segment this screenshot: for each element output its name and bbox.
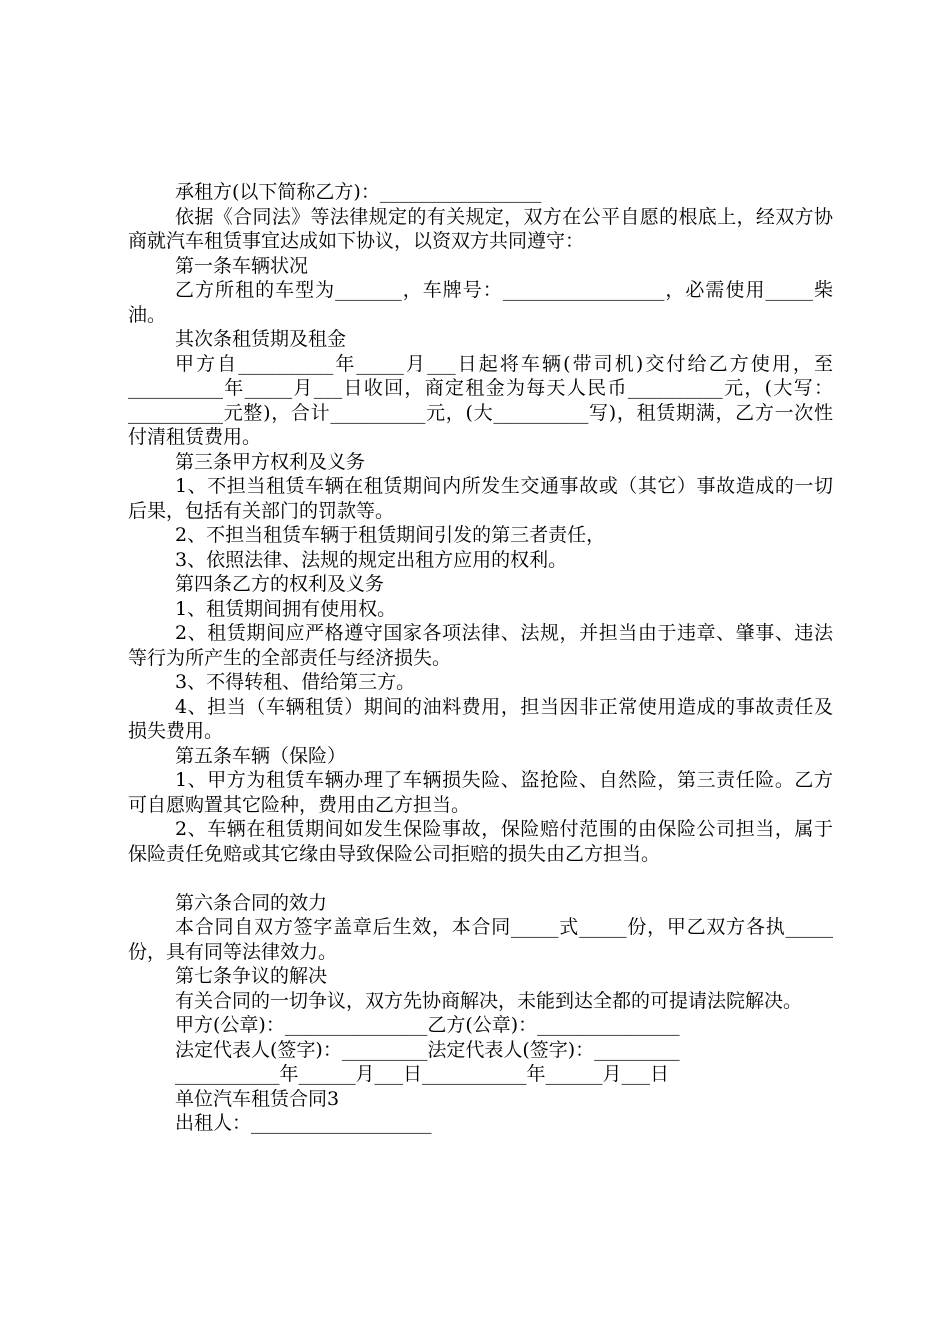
article-3-item-3: 3、依照法律、法规的规定出租方应用的权利。	[175, 548, 568, 571]
article-6-heading: 第六条合同的效力	[175, 891, 328, 914]
next-contract-title: 单位汽车租赁合同3	[175, 1087, 340, 1110]
article-1-heading: 第一条车辆状况	[175, 254, 309, 277]
article-6-text: 本合同自双方签字盖章后生效，本合同_____式_____份，甲乙双方各执_____份，具有同等法律效力。	[128, 916, 833, 963]
article-4-item-4: 4、担当（车辆租赁）期间的油料费用，担当因非正常使用造成的事故责任及损失费用。	[128, 695, 833, 742]
article-4-heading: 第四条乙方的权利及义务	[175, 573, 385, 595]
preamble-paragraph: 依据《合同法》等法律规定的有关规定，双方在公平自愿的根底上，经双方协商就汽车租赁事宜达成如下协议，以资双方共同遵守：	[128, 205, 833, 252]
article-2-heading: 其次条租赁期及租金	[175, 328, 347, 350]
seal-line: 甲方(公章)：_______________乙方(公章)：_______________	[175, 1014, 680, 1036]
article-3-item-1: 1、不担当租赁车辆在租赁期间内所发生交通事故或（其它）事故造成的一切后果，包括有关部门的罚款等。	[128, 475, 833, 522]
article-5-item-1: 1、甲方为租赁车辆办理了车辆损失险、盗抢险、自然险，第三责任险。乙方可自愿购置其它险种，费用由乙方担当。	[128, 769, 833, 816]
lessor-line: 出租人：___________________	[175, 1112, 432, 1134]
contract-body	[128, 180, 833, 1136]
article-4-item-3: 3、不得转租、借给第三方。	[175, 671, 416, 693]
article-7-text: 有关合同的一切争议，双方先协商解决，未能到达全都的可提请法院解决。	[175, 989, 803, 1012]
lessee-line: 承租方(以下简称乙方)：_________________	[175, 181, 542, 203]
blank-line	[128, 866, 833, 891]
date-line: ___________年______月___日___________年______月___日	[175, 1063, 670, 1085]
article-2-text: 甲方自__________年_____月___日起将车辆(带司机)交付给乙方使用，至__________年_____月___日收回，商定租金为每天人民币__________元，(大写：__________元整)，合计__________元，(大__________写)，租赁期满，乙方一次性付清租赁费用。	[128, 352, 833, 448]
article-4-item-1: 1、租赁期间拥有使用权。	[175, 597, 397, 620]
signature-line: 法定代表人(签字)：_________法定代表人(签字)：_________	[175, 1038, 680, 1061]
article-5-heading: 第五条车辆（保险）	[175, 744, 347, 767]
article-7-heading: 第七条争议的解决	[175, 965, 328, 987]
article-3-item-2: 2、不担当租赁车辆于租赁期间引发的第三者责任，	[175, 524, 606, 546]
article-3-heading: 第三条甲方权利及义务	[175, 450, 366, 473]
article-1-text: 乙方所租的车型为_______，车牌号：_________________，必需使用_____柴油。	[128, 279, 833, 326]
article-4-item-2: 2、租赁期间应严格遵守国家各项法律、法规，并担当由于违章、肇事、违法等行为所产生的全部责任与经济损失。	[128, 622, 833, 669]
article-5-item-2: 2、车辆在租赁期间如发生保险事故，保险赔付范围的由保险公司担当，属于保险责任免赔或其它缘由导致保险公司拒赔的损失由乙方担当。	[128, 818, 833, 865]
